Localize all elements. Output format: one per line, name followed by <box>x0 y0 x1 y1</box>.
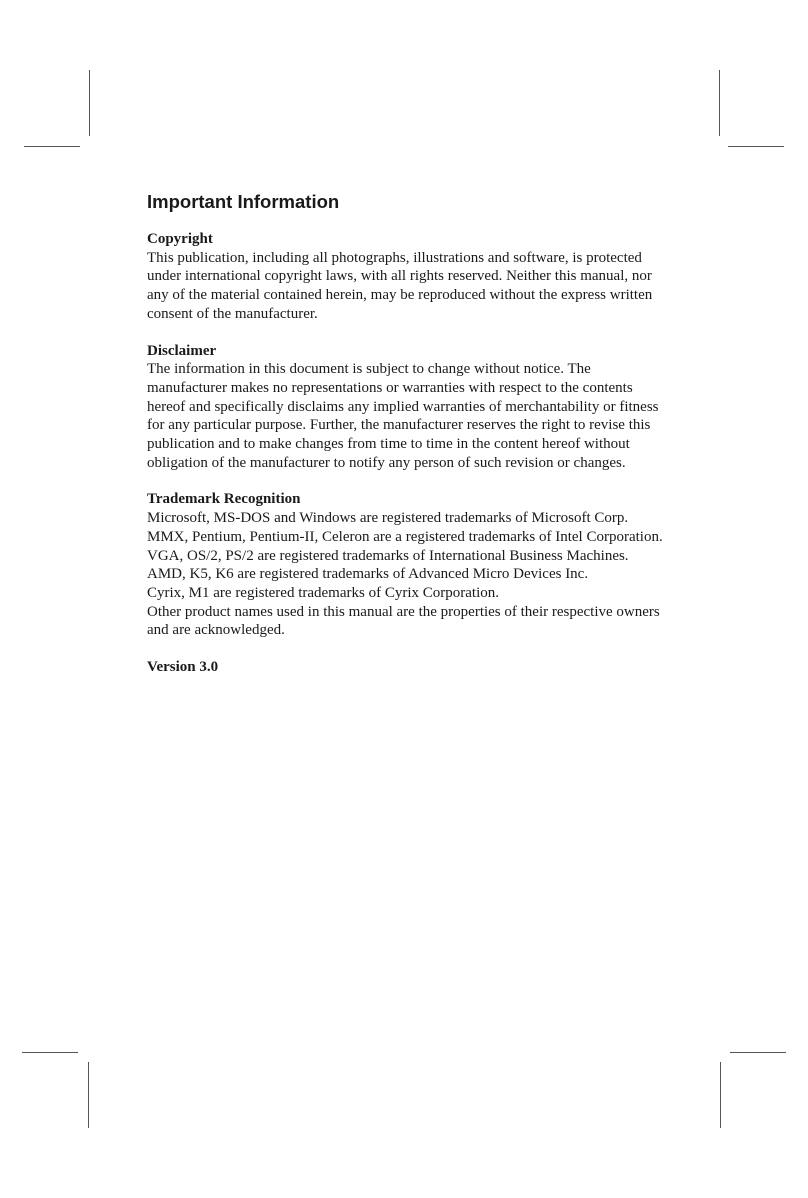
version-label: Version 3.0 <box>147 659 219 676</box>
crop-mark-bottom-right-horizontal <box>730 1052 786 1053</box>
trademark-line: AMD, K5, K6 are registered trademarks of Advanced Micro Devices Inc. <box>147 566 589 583</box>
crop-mark-bottom-left-vertical <box>88 1062 89 1128</box>
disclaimer-heading: Disclaimer <box>147 342 217 359</box>
copyright-line: This publication, including all photographs, illustrations and software, is protected <box>147 249 642 266</box>
copyright-line: consent of the manufacturer. <box>147 305 318 322</box>
trademark-line: Cyrix, M1 are registered trademarks of Cyrix Corporation. <box>147 584 499 601</box>
copyright-line: under international copyright laws, with all rights reserved. Neither this manual, nor <box>147 268 652 285</box>
trademark-line: MMX, Pentium, Pentium-II, Celeron are a registered trademarks of Intel Corporation. <box>147 528 663 545</box>
trademark-heading: Trademark Recognition <box>147 491 301 508</box>
crop-mark-top-left-horizontal <box>24 146 80 147</box>
crop-mark-bottom-left-horizontal <box>22 1052 78 1053</box>
trademark-line: Microsoft, MS-DOS and Windows are registered trademarks of Microsoft Corp. <box>147 510 629 527</box>
trademark-line: VGA, OS/2, PS/2 are registered trademarks of International Business Machines. <box>147 547 629 564</box>
disclaimer-section <box>147 342 687 473</box>
copyright-heading: Copyright <box>147 231 213 247</box>
page-content <box>147 190 687 677</box>
trademark-line: and are acknowledged. <box>147 622 285 639</box>
trademark-section <box>147 490 687 640</box>
crop-mark-top-left-vertical <box>89 70 90 136</box>
disclaimer-line: The information in this document is subject to change without notice. The <box>147 361 591 378</box>
disclaimer-line: hereof and specifically disclaims any implied warranties of merchantability or fitness <box>147 398 659 415</box>
crop-mark-top-right-horizontal <box>728 146 784 147</box>
crop-mark-bottom-right-vertical <box>720 1062 721 1128</box>
disclaimer-line: obligation of the manufacturer to notify any person of such revision or changes. <box>147 454 626 471</box>
disclaimer-line: publication and to make changes from time to time in the content hereof without <box>147 436 630 453</box>
trademark-line: Other product names used in this manual are the properties of their respective owners <box>147 603 660 620</box>
copyright-section <box>147 230 687 324</box>
page-title: Important Information <box>147 191 340 212</box>
disclaimer-line: manufacturer makes no representations or warranties with respect to the contents <box>147 379 633 396</box>
copyright-line: any of the material contained herein, may be reproduced without the express written <box>147 287 653 304</box>
crop-mark-top-right-vertical <box>719 70 720 136</box>
disclaimer-line: for any particular purpose. Further, the manufacturer reserves the right to revise this <box>147 417 651 434</box>
